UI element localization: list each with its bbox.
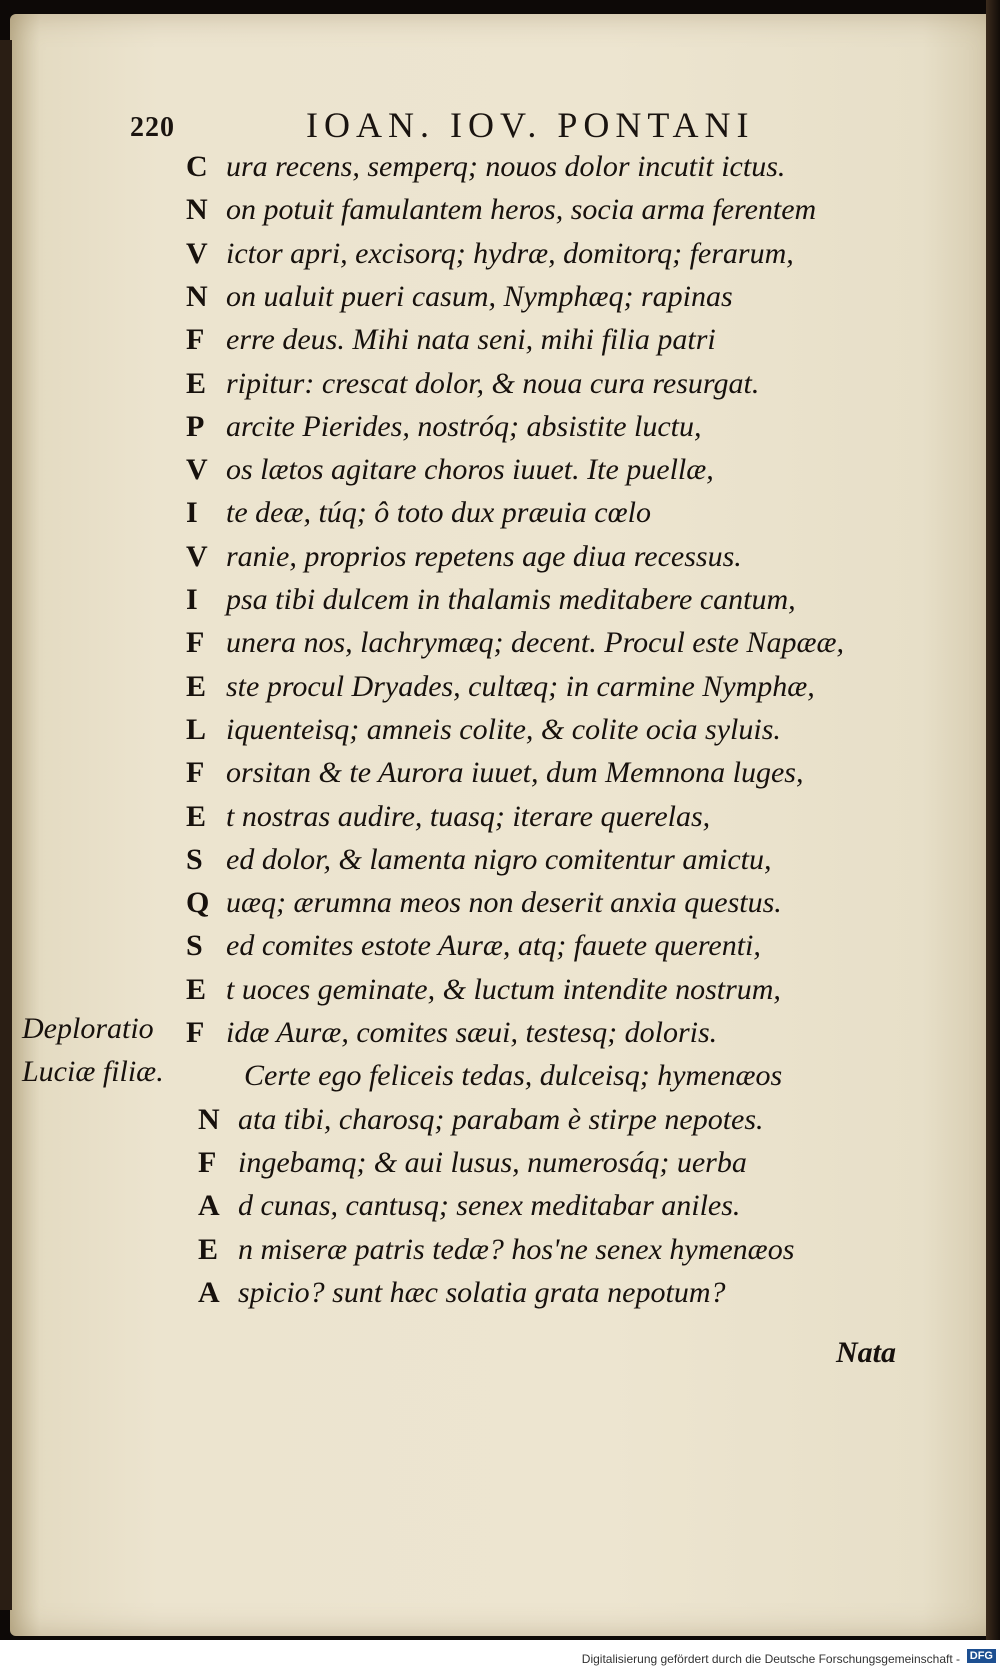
- verse-line: [0, 1276, 1000, 1316]
- verse-initial: E: [186, 973, 208, 1006]
- catchword: Nata: [836, 1336, 896, 1369]
- verse-line: [0, 150, 1000, 190]
- verse-text: ranie, proprios repetens age diua recessus.: [226, 540, 742, 573]
- verse-text: unera nos, lachrymæq; decent. Procul este Napææ,: [226, 626, 844, 659]
- verse-initial: E: [186, 670, 208, 703]
- verse-line: [0, 756, 1000, 796]
- verse-initial: V: [186, 540, 209, 573]
- verse-text: psa tibi dulcem in thalamis meditabere cantum,: [226, 583, 796, 616]
- verse-initial: N: [186, 193, 209, 226]
- verse-text: t uoces geminate, & luctum intendite nostrum,: [226, 973, 781, 1006]
- verse-initial: F: [198, 1146, 218, 1179]
- verse-initial: F: [186, 1016, 206, 1049]
- margin-note-line-1: Deploratio: [22, 1012, 154, 1045]
- verse-text: Certe ego feliceis tedas, dulceisq; hymenæos: [244, 1059, 783, 1092]
- footer-bar: [0, 1640, 1000, 1676]
- verse-initial: F: [186, 756, 206, 789]
- verse-initial: C: [186, 150, 209, 183]
- verse-text: ed dolor, & lamenta nigro comitentur amictu,: [226, 843, 772, 876]
- verse-text: uæq; ærumna meos non deserit anxia questus.: [226, 886, 782, 919]
- verse-initial: E: [198, 1233, 220, 1266]
- verse-text: t nostras audire, tuasq; iterare querelas,: [226, 800, 711, 833]
- verse-text: d cunas, cantusq; senex meditabar aniles.: [238, 1189, 741, 1222]
- verse-initial: N: [198, 1103, 221, 1136]
- verse-line: [0, 280, 1000, 320]
- verse-line: [0, 583, 1000, 623]
- verse-initial: A: [198, 1276, 221, 1309]
- verse-line: [0, 973, 1000, 1013]
- verse-line: [0, 670, 1000, 710]
- verse-line: [0, 843, 1000, 883]
- verse-line: [0, 193, 1000, 233]
- verse-text: ictor apri, excisorq; hydræ, domitorq; ferarum,: [226, 237, 794, 270]
- verse-text: ingebamq; & aui lusus, numerosáq; uerba: [238, 1146, 747, 1179]
- verse-text: ata tibi, charosq; parabam è stirpe nepotes.: [238, 1103, 764, 1136]
- verse-line: [0, 237, 1000, 277]
- verse-line: [0, 626, 1000, 666]
- verse-text: n miseræ patris tedæ? hos'ne senex hymenæos: [238, 1233, 795, 1266]
- verse-text: spicio? sunt hæc solatia grata nepotum?: [238, 1276, 726, 1309]
- verse-text: on potuit famulantem heros, socia arma ferentem: [226, 193, 817, 226]
- verse-text: os lætos agitare choros iuuet. Ite puellæ,: [226, 453, 714, 486]
- running-title: IOAN. IOV. PONTANI: [306, 105, 755, 145]
- verse-initial: F: [186, 626, 206, 659]
- verse-line: [0, 1233, 1000, 1273]
- verse-text: ura recens, semperq; nouos dolor incutit ictus.: [226, 150, 786, 183]
- verse-line: [0, 1103, 1000, 1143]
- verse-text: arcite Pierides, nostróq; absistite luctu,: [226, 410, 702, 443]
- verse-text: te deæ, túq; ô toto dux præuia cœlo: [226, 496, 651, 529]
- page-number: 220: [130, 112, 175, 143]
- verse-initial: V: [186, 453, 209, 486]
- funding-credit: Digitalisierung gefördert durch die Deutsche Forschungsgemeinschaft -: [581, 1652, 960, 1666]
- verse-initial: P: [186, 410, 206, 443]
- verse-text: ripitur: crescat dolor, & noua cura resurgat.: [226, 367, 760, 400]
- verse-line: [0, 713, 1000, 753]
- verse-text: erre deus. Mihi nata seni, mihi filia patri: [226, 323, 716, 356]
- verse-line: [0, 1146, 1000, 1186]
- verse-line: [0, 540, 1000, 580]
- verse-line: [0, 800, 1000, 840]
- verse-line: [0, 367, 1000, 407]
- verse-line: [0, 410, 1000, 450]
- verse-initial: I: [186, 496, 199, 529]
- verse-line: [0, 929, 1000, 969]
- verse-initial: V: [186, 237, 209, 270]
- verse-initial: L: [186, 713, 208, 746]
- verse-text: ed comites estote Auræ, atq; fauete querenti,: [226, 929, 761, 962]
- verse-initial: E: [186, 800, 208, 833]
- verse-line: [0, 323, 1000, 363]
- verse-initial: S: [186, 843, 204, 876]
- dfg-logo: DFG: [967, 1649, 996, 1663]
- verse-initial: A: [198, 1189, 221, 1222]
- verse-text: idæ Auræ, comites sæui, testesq; doloris.: [226, 1016, 718, 1049]
- verse-line: [0, 1189, 1000, 1229]
- verse-initial: Q: [186, 886, 211, 919]
- verse-initial: F: [186, 323, 206, 356]
- verse-text: orsitan & te Aurora iuuet, dum Memnona luges,: [226, 756, 804, 789]
- verse-initial: I: [186, 583, 199, 616]
- verse-line: [0, 496, 1000, 536]
- verse-text: on ualuit pueri casum, Nymphæq; rapinas: [226, 280, 733, 313]
- verse-line: [0, 453, 1000, 493]
- verse-text: ste procul Dryades, cultæq; in carmine Nymphæ,: [226, 670, 815, 703]
- verse-initial: N: [186, 280, 209, 313]
- verse-initial: S: [186, 929, 204, 962]
- verse-line: [0, 886, 1000, 926]
- verse-text: iquenteisq; amneis colite, & colite ocia syluis.: [226, 713, 781, 746]
- margin-note-line-2: Luciæ filiæ.: [22, 1055, 164, 1088]
- verse-initial: E: [186, 367, 208, 400]
